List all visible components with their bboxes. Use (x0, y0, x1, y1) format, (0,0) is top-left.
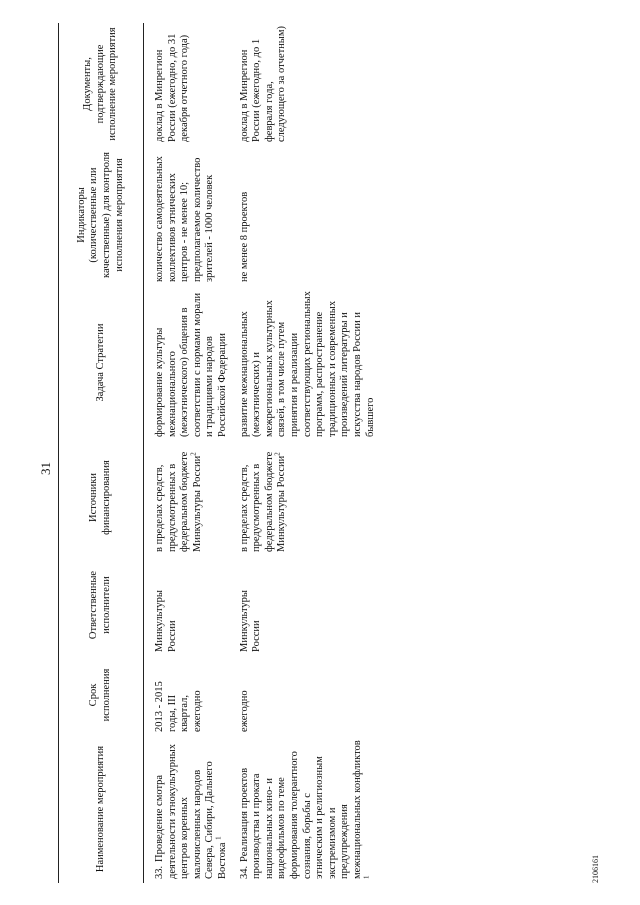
header-indicators: Индикаторы (количественные или качественные) для контроля исполнения мероприятия (59, 145, 144, 285)
header-funding: Источники финансирования (59, 440, 144, 555)
header-deadline: Срок исполнения (59, 655, 144, 735)
header-executors: Ответственные исполнители (59, 555, 144, 655)
row-executors: Минкультуры России (154, 590, 178, 652)
header-task: Задача Стратегии (59, 285, 144, 440)
table-row (144, 23, 232, 883)
row-name-cell (232, 735, 380, 883)
row-indicators: количество самодеятельных коллективов этнических центров - не менее 10; предполагаемое количество зрителей - 1000 человек (154, 156, 216, 282)
header-documents: Документы, подтверждающие исполнение мероприятия (59, 23, 144, 145)
row-funding: в пределах средств, предусмотренных в федеральном бюджете Минкультуры России (154, 451, 203, 552)
row-documents: доклад в Минрегион России (ежегодно, до 1 февраля года, следующего за отчетным) (238, 25, 288, 142)
row-number: 33. (154, 865, 165, 879)
row-deadline: ежегодно (238, 690, 250, 732)
document-id: 2106161 (591, 855, 600, 883)
events-table (58, 23, 379, 883)
header-name: Наименование мероприятия (59, 735, 144, 883)
footnote-mark: 1 (362, 875, 370, 879)
row-funding-cell (232, 440, 380, 555)
footnote-mark: 2 (273, 452, 282, 456)
footnote-mark: 2 (189, 452, 198, 456)
row-documents: доклад в Минрегион России (ежегодно, до 31 декабря отчетного года) (154, 33, 191, 142)
table-row (232, 23, 380, 883)
row-executors: Минкультуры России (238, 590, 263, 652)
page-number: 31 (38, 462, 53, 475)
row-funding-cell (144, 440, 232, 555)
row-indicators: не менее 8 проектов (238, 191, 250, 282)
table-header-row (59, 23, 144, 883)
row-name-cell (144, 735, 232, 883)
row-task: развитие межнациональных (межэтнических) и межрегиональных культурных связей, в том числе путем принятия и реализации соответствующих региональных программ, распространение традиционных и современных произведений литературы и искусства народов России и бывшего (238, 291, 376, 437)
footnote-mark: 1 (214, 836, 223, 840)
row-deadline: 2013 - 2015 годы, III квартал, ежегодно (154, 681, 203, 732)
row-number: 34. (238, 865, 250, 879)
row-task: формирование культуры межнационального (межэтнического) общения в соответствии с нормами морали и традициями народов Российской Федерации (154, 292, 228, 437)
row-funding: в пределах средств, предусмотренных в федеральном бюджете Минкультуры России (238, 451, 288, 552)
row-name: Реализация проектов производства и проката национальных кино- и видеофильмов по теме формирования толерантного сознания, борьбы с этническим и религиозным экстремизмом и предупреждения межнациональных конфликтов (238, 740, 363, 879)
row-name: Проведение смотра деятельности этнокультурных центров коренных малочисленных народов Севера, Сибири, Дальнего Востока (154, 744, 228, 879)
